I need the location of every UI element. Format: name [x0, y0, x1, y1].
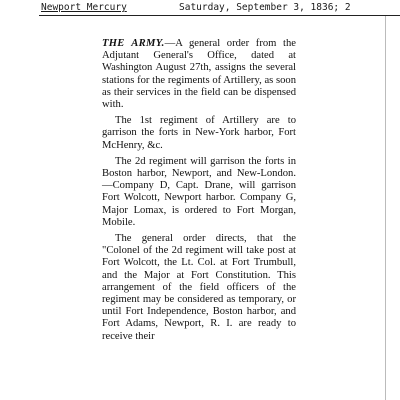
column-edge — [385, 16, 386, 400]
page-header — [41, 2, 399, 16]
article-paragraph-4: The general order directs, that the "Colonel of the 2d regiment will take post at Fort Wolcott, the Lt. Col. at Fort Trumbull, and the Major at Fort Constitution. This arrangement of the field officers of the regiment may be considered as temporary, or until Fort Independence, Boston harbor, and Fort Adams, Newport, R. I. are ready to receive their — [102, 233, 296, 342]
header-rule — [39, 15, 400, 16]
paragraph-text: —A general order from the Adjutant General's Office, dated at Washington August 27th, assigns the several stations for the regiments of Artillery, as soon as their services in the field can be dispensed with. — [102, 38, 297, 111]
article-paragraph-1 — [102, 38, 296, 111]
article-body — [102, 38, 296, 347]
article-paragraph-2: The 1st regiment of Artillery are to garrison the forts in New-York harbor, Fort McHenry, &c. — [102, 115, 296, 151]
issue-date: Saturday, September 3, 1836; 2 — [179, 2, 351, 13]
article-paragraph-3: The 2d regiment will garrison the forts in Boston harbor, Newport, and New-London.—Company D, Capt. Drane, will garrison Fort Wolcott, Newport harbor. Company G, Major Lomax, is ordered to Fort Morgan, Mobile. — [102, 155, 296, 228]
article-headline: THE ARMY. — [102, 38, 165, 49]
newspaper-title: Newport Mercury — [41, 2, 127, 13]
